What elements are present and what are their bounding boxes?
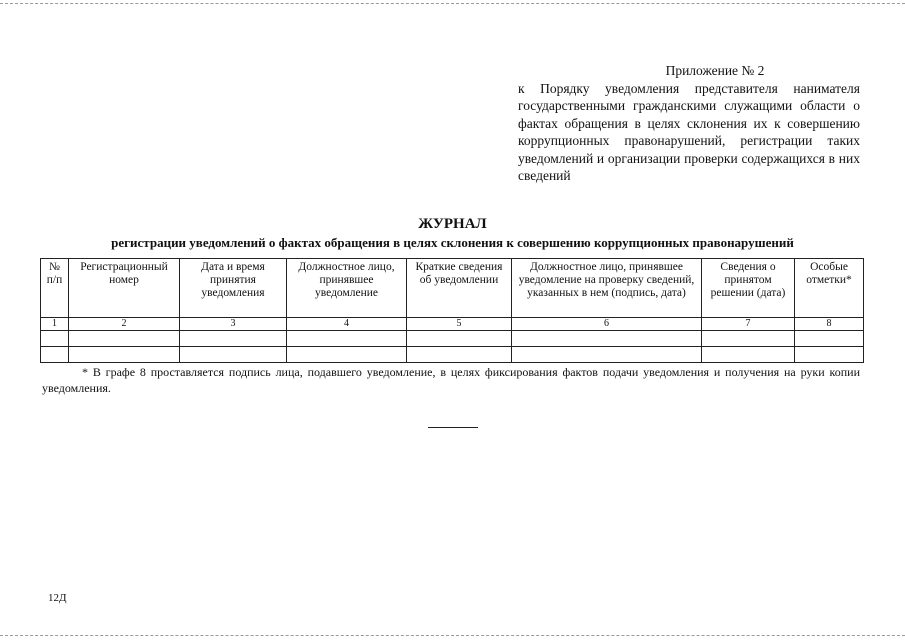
column-number: 3	[180, 318, 287, 331]
table-cell	[795, 347, 864, 363]
appendix-text: к Порядку уведомления представителя нанимателя государственными гражданскими служащими области о фактах обращения в целях склонения их к совершению коррупционных правонарушений, регистрации таких уведомлений и организации проверки содержащихся в них сведений	[518, 80, 860, 183]
appendix-title: Приложение № 2	[665, 63, 765, 78]
column-number-row	[41, 318, 864, 331]
table-cell	[407, 347, 512, 363]
column-number: 6	[512, 318, 702, 331]
column-number: 2	[69, 318, 180, 331]
table-header-row	[41, 259, 864, 318]
table-cell	[41, 331, 69, 347]
table-cell	[69, 347, 180, 363]
table-row	[41, 347, 864, 363]
table-cell	[512, 347, 702, 363]
appendix-block	[518, 62, 860, 185]
table-cell	[407, 331, 512, 347]
header-cell-receiver: Должностное лицо, принявшее уведомление	[287, 259, 407, 318]
table-cell	[180, 331, 287, 347]
header-cell-decision: Сведения о принятом решении (дата)	[702, 259, 795, 318]
table-cell	[512, 331, 702, 347]
journal-subtitle: регистрации уведомлений о фактах обращения в целях склонения к совершению коррупционных правонарушений	[111, 235, 794, 250]
table-cell	[287, 347, 407, 363]
column-number: 5	[407, 318, 512, 331]
table-cell	[41, 347, 69, 363]
registration-table	[40, 258, 864, 363]
table-cell	[702, 331, 795, 347]
header-cell-datetime: Дата и время принятия уведомления	[180, 259, 287, 318]
column-number: 8	[795, 318, 864, 331]
page-code: 12Д	[48, 592, 67, 604]
page-bottom-edge	[0, 635, 905, 636]
page-top-edge	[0, 3, 905, 4]
header-cell-summary: Краткие сведения об уведомлении	[407, 259, 512, 318]
header-cell-notes: Особые отметки*	[795, 259, 864, 318]
table-cell	[702, 347, 795, 363]
table-cell	[795, 331, 864, 347]
header-cell-verifier: Должностное лицо, принявшее уведомление на проверку сведений, указанных в нем (подпись, дата)	[512, 259, 702, 318]
table-cell	[287, 331, 407, 347]
header-cell-reg-number: Регистрационный номер	[69, 259, 180, 318]
table-row	[41, 331, 864, 347]
separator-line	[428, 427, 478, 428]
table-cell	[180, 347, 287, 363]
footnote: * В графе 8 проставляется подпись лица, подавшего уведомление, в целях фиксирования фактов подачи уведомления и получения на руки копии уведомления.	[42, 365, 860, 395]
table-cell	[69, 331, 180, 347]
column-number: 1	[41, 318, 69, 331]
header-cell-number: № п/п	[41, 259, 69, 318]
column-number: 4	[287, 318, 407, 331]
journal-title: ЖУРНАЛ	[418, 216, 487, 232]
column-number: 7	[702, 318, 795, 331]
